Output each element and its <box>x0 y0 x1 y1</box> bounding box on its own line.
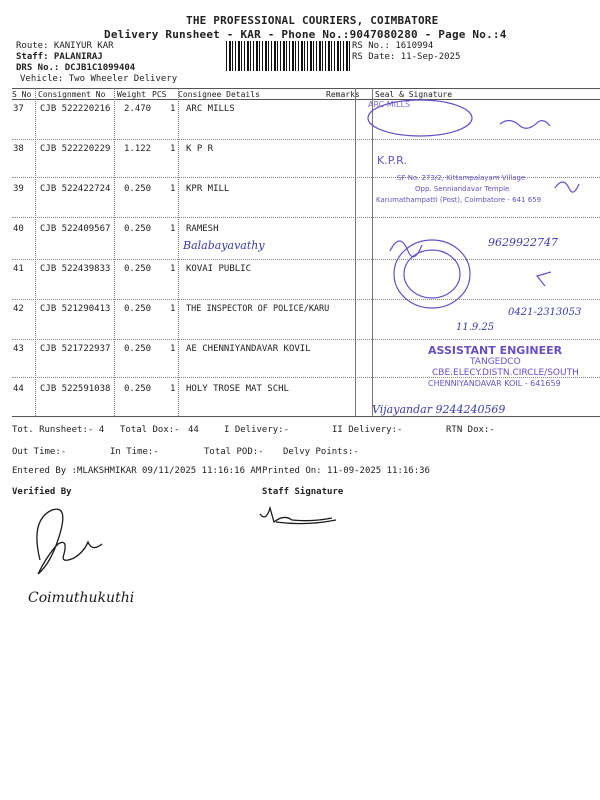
row-weight: 0.250 <box>124 224 152 234</box>
kpr-stamp-line1: SF No. 273/2, Kittampalayam Village <box>397 174 526 182</box>
row-consignee: AE CHENNIYANDAVAR KOVIL <box>186 344 311 354</box>
runsheet-title: Delivery Runsheet - KAR - Phone No.:9047080280 - Page No.:4 <box>104 28 507 41</box>
row-pcs: 1 <box>170 184 176 194</box>
rtn-dox-label: RTN Dox:- <box>446 425 495 435</box>
out-time-label: Out Time:- <box>12 447 67 457</box>
row-consignment: CJB 521722937 <box>40 344 111 354</box>
row-weight: 0.250 <box>124 384 152 394</box>
rs-date: RS Date: 11-Sep-2025 <box>352 52 461 62</box>
verifier-handwritten-name: Coimuthukuthi <box>28 590 135 606</box>
row-weight: 0.250 <box>124 264 152 274</box>
row-pcs: 1 <box>170 104 176 114</box>
tot-runsheet: Tot. Runsheet:- 4 <box>12 425 105 435</box>
col-header-consignee: Consignee Details <box>178 90 260 99</box>
staff-label: Staff: PALANIRAJ <box>16 52 103 62</box>
col-divider <box>355 88 356 416</box>
ae-stamp-title: ASSISTANT ENGINEER <box>428 344 563 357</box>
kpr-stamp-line2: Opp. Senniandavar Temple <box>415 185 510 193</box>
table-bottom-rule <box>12 416 600 417</box>
row-consignment: CJB 521290413 <box>40 304 111 314</box>
row-sno: 44 <box>13 384 24 394</box>
row-weight: 2.470 <box>124 104 152 114</box>
row42-phone: 0421-2313053 <box>508 307 582 318</box>
row-consignment: CJB 522422724 <box>40 184 111 194</box>
ae-stamp-line2: CBE.ELECY.DISTN.CIRCLE/SOUTH <box>432 368 579 378</box>
total-dox-value: 44 <box>188 425 199 435</box>
row-weight: 1.122 <box>124 144 152 154</box>
row-consignment: CJB 522439833 <box>40 264 111 274</box>
col-header-remarks: Remarks <box>326 90 360 99</box>
row-sno: 37 <box>13 104 24 114</box>
col-divider <box>35 88 36 416</box>
row42-date: 11.9.25 <box>456 322 495 333</box>
col-divider <box>178 88 179 416</box>
row-consignee: THE INSPECTOR OF POLICE/KARU <box>186 304 330 314</box>
row-consignment: CJB 522220216 <box>40 104 111 114</box>
col-header-sno: S No <box>12 90 32 99</box>
row-pcs: 1 <box>170 344 176 354</box>
col-header-weight: Weight <box>117 90 146 99</box>
rs-number: RS No.: 1610994 <box>352 41 434 51</box>
row-pcs: 1 <box>170 304 176 314</box>
row37-signature <box>500 120 550 128</box>
table-top-rule <box>12 88 600 89</box>
ramesh-handwritten-signature: Balabayavathy <box>183 239 265 252</box>
row-sno: 42 <box>13 304 24 314</box>
printed-on: Printed On: 11-09-2025 11:16:36 <box>262 466 430 476</box>
i-delivery-label: I Delivery:- <box>224 425 290 435</box>
staff-signature-label: Staff Signature <box>262 487 344 497</box>
ae-stamp-line1: TANGEDCO <box>470 357 521 367</box>
kpr-stamp-line3: Karumathampatti (Post), Coimbatore - 641 659 <box>376 196 542 204</box>
row-consignment: CJB 522591038 <box>40 384 111 394</box>
row-sno: 38 <box>13 144 24 154</box>
verifier-signature <box>37 509 102 574</box>
ii-delivery-label: II Delivery:- <box>332 425 403 435</box>
col-header-consignment: Consignment No <box>38 90 106 99</box>
row-pcs: 1 <box>170 224 176 234</box>
row-consignee: HOLY TROSE MAT SCHL <box>186 384 289 394</box>
row40-phone: 9629922747 <box>488 236 558 249</box>
row-sno: 41 <box>13 264 24 274</box>
total-dox-label: Total Dox:- <box>120 425 180 435</box>
vehicle-label: Vehicle: Two Wheeler Delivery <box>20 74 178 84</box>
row-weight: 0.250 <box>124 344 152 354</box>
total-pod-label: Total POD:- <box>204 447 264 457</box>
row44-handwritten-note: Vijayandar 9244240569 <box>372 403 506 416</box>
row-pcs: 1 <box>170 384 176 394</box>
row-sno: 39 <box>13 184 24 194</box>
row-weight: 0.250 <box>124 304 152 314</box>
col-header-seal: Seal & Signature <box>375 90 453 99</box>
row-consignment: CJB 522220229 <box>40 144 111 154</box>
barcode <box>226 41 350 71</box>
row-consignee: KOVAI PUBLIC <box>186 264 252 274</box>
in-time-label: In Time:- <box>110 447 159 457</box>
route-label: Route: KANIYUR KAR <box>16 41 114 51</box>
col-header-pcs: PCS <box>152 90 167 99</box>
row-pcs: 1 <box>170 144 176 154</box>
delvy-points-label: Delvy Points:- <box>283 447 359 457</box>
row-pcs: 1 <box>170 264 176 274</box>
company-name: THE PROFESSIONAL COURIERS, COIMBATORE <box>186 14 439 27</box>
row-consignment: CJB 522409567 <box>40 224 111 234</box>
col-divider <box>114 88 115 416</box>
entered-by: Entered By :MLAKSHMIKAR 09/11/2025 11:16:16 AM <box>12 466 262 476</box>
kpr-stamp-name: K.P.R. <box>377 154 407 167</box>
signatures <box>10 500 340 630</box>
arc-mills-stamp: ARC MILLS <box>368 100 411 109</box>
ae-stamp-line3: CHENNIYANDAVAR KOIL - 641659 <box>428 379 561 388</box>
row-consignee: KPR MILL <box>186 184 230 194</box>
drs-number: DRS No.: DCJB1C1099404 <box>16 63 136 73</box>
row-weight: 0.250 <box>124 184 152 194</box>
row-sno: 43 <box>13 344 24 354</box>
row-consignee: RAMESH <box>186 224 219 234</box>
row-consignee: K P R <box>186 144 214 154</box>
row-consignee: ARC MILLS <box>186 104 235 114</box>
verified-by-label: Verified By <box>12 487 72 497</box>
staff-signature <box>260 508 332 522</box>
row-sno: 40 <box>13 224 24 234</box>
